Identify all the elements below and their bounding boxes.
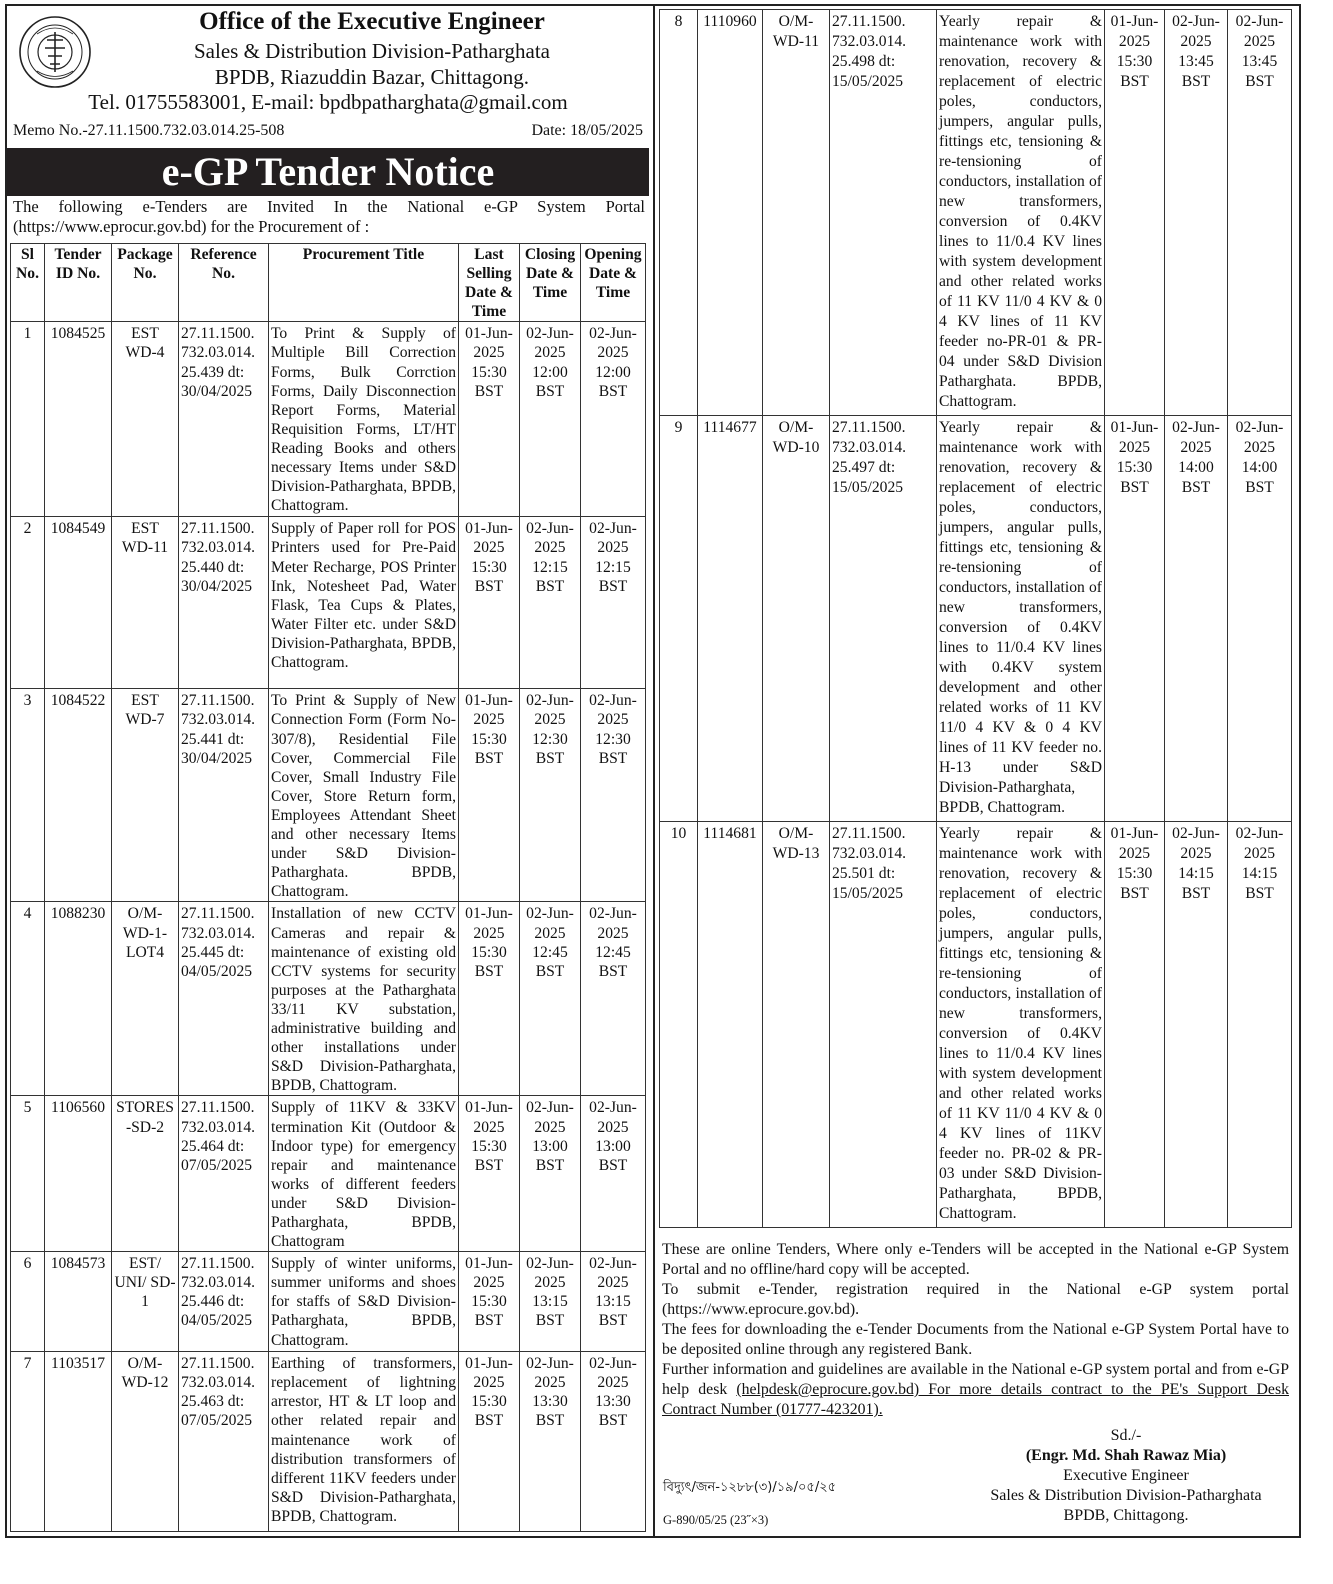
table-row	[11, 1352, 646, 1532]
row-closing: 02-Jun-2025 12:30 BST	[520, 689, 581, 902]
row-title: To Print & Supply of New Connection Form (Form No-307/8), Residential File Cover, Commercial File Cover, Small Industry File Cover, Store Return form, Employees Attendant Sheet and other necessary Items under S&D Division-Patharghata. BPDB, Chattogram.	[269, 689, 459, 902]
table-row	[11, 1252, 646, 1352]
right-column	[659, 6, 1293, 1527]
office-address: BPDB, Riazuddin Bazar, Chittagong.	[214, 65, 530, 89]
col-title: Procurement Title	[269, 244, 459, 322]
row-closing: 02-Jun-2025 13:15 BST	[520, 1252, 581, 1352]
office-header	[7, 6, 649, 146]
row-reference: 27.11.1500. 732.03.014. 25.441 dt: 30/04/2025	[179, 689, 269, 902]
row-opening: 02-Jun-2025 13:15 BST	[581, 1252, 646, 1352]
row-sl: 8	[660, 10, 698, 416]
row-package: O/M-WD-11	[763, 10, 830, 416]
col-tender-id: Tender ID No.	[45, 244, 112, 322]
col-closing: Closing Date & Time	[520, 244, 581, 322]
row-opening: 02-Jun-2025 13:00 BST	[581, 1096, 646, 1252]
row-package: EST WD-4	[112, 322, 179, 517]
row-reference: 27.11.1500. 732.03.014. 25.440 dt: 30/04/2025	[179, 517, 269, 689]
row-opening: 02-Jun-2025 13:45 BST	[1228, 10, 1292, 416]
row-tender-id: 1084549	[45, 517, 112, 689]
bpdb-seal-icon	[17, 14, 93, 90]
row-closing: 02-Jun-2025 14:15 BST	[1165, 822, 1228, 1228]
row-sl: 9	[660, 416, 698, 822]
helpdesk-link[interactable]: (helpdesk@eprocure.gov.bd) For more details contract to the PE's Support Desk Contract Number (01777-423201).	[662, 1381, 1289, 1418]
table-row	[660, 10, 1292, 416]
table-row	[11, 322, 646, 517]
table-row	[11, 689, 646, 902]
row-sl: 3	[11, 689, 45, 902]
table-header-row	[11, 244, 646, 322]
left-column	[7, 6, 649, 1532]
table-row	[660, 416, 1292, 822]
row-reference: 27.11.1500. 732.03.014. 25.439 dt: 30/04/2025	[179, 322, 269, 517]
signatory-division: Sales & Distribution Division-Patharghata	[990, 1487, 1262, 1504]
row-last-selling: 01-Jun-2025 15:30 BST	[1105, 10, 1165, 416]
row-tender-id: 1110960	[698, 10, 763, 416]
row-package: EST WD-11	[112, 517, 179, 689]
row-opening: 02-Jun-2025 12:15 BST	[581, 517, 646, 689]
row-reference: 27.11.1500. 732.03.014. 25.501 dt: 15/05/2025	[830, 822, 937, 1228]
row-tender-id: 1114681	[698, 822, 763, 1228]
row-tender-id: 1106560	[45, 1096, 112, 1252]
row-title: Yearly repair & maintenance work with renovation, recovery & replacement of electric poles, conductors, jumpers, angular pulls, fittings etc, tensioning & re-tensioning of conductors, installation of new transformers, conversion of 0.4KV lines to 11/0.4 KV lines with 0.4KV system development and other related works of 11 KV 11/0 4 KV & 0 4 KV lines of 11 KV feeder no. H-13 under S&D Division-Patharghata, BPDB, Chattogram.	[937, 416, 1105, 822]
signatory-org: BPDB, Chittagong.	[1063, 1507, 1189, 1524]
row-opening: 02-Jun-2025 12:45 BST	[581, 902, 646, 1096]
row-reference: 27.11.1500. 732.03.014. 25.445 dt: 04/05/2025	[179, 902, 269, 1096]
row-opening: 02-Jun-2025 12:30 BST	[581, 689, 646, 902]
row-tender-id: 1114677	[698, 416, 763, 822]
row-tender-id: 1084525	[45, 322, 112, 517]
col-package: Package No.	[112, 244, 179, 322]
ad-code: G-890/05/25 (23˝×3)	[663, 1513, 769, 1527]
row-opening: 02-Jun-2025 14:15 BST	[1228, 822, 1292, 1228]
note-text: Further information and guidelines are available in the National e-GP system portal and from e-GP help desk	[662, 1361, 1289, 1398]
note-line: The fees for downloading the e-Tender Documents from the National e-GP System Portal have to be deposited online through any registered Bank.	[662, 1321, 1289, 1358]
contact-line: Tel. 01755583001, E-mail: bpdbpatharghata@gmail.com	[88, 90, 568, 114]
col-sl: Sl No.	[11, 244, 45, 322]
row-last-selling: 01-Jun-2025 15:30 BST	[1105, 416, 1165, 822]
sd-mark: Sd./-	[1110, 1427, 1142, 1444]
tender-notes	[659, 1240, 1293, 1420]
office-title: Office of the Executive Engineer	[199, 8, 545, 35]
row-closing: 02-Jun-2025 12:15 BST	[520, 517, 581, 689]
memo-date: Date: 18/05/2025	[531, 122, 643, 139]
memo-number: Memo No.-27.11.1500.732.03.014.25-508	[13, 122, 285, 139]
tender-table-left	[10, 243, 646, 1532]
row-package: O/M-WD-13	[763, 822, 830, 1228]
row-package: STORES -SD-2	[112, 1096, 179, 1252]
row-sl: 7	[11, 1352, 45, 1532]
row-reference: 27.11.1500. 732.03.014. 25.464 dt: 07/05/2025	[179, 1096, 269, 1252]
row-reference: 27.11.1500. 732.03.014. 25.497 dt: 15/05/2025	[830, 416, 937, 822]
row-opening: 02-Jun-2025 13:30 BST	[581, 1352, 646, 1532]
row-title: Earthing of transformers, replacement of lightning arrestor, HT & LT loop and other related repair and maintenance work of distribution transformers of different 11KV feeders under S&D Division-Patharghata, BPDB, Chattogram.	[269, 1352, 459, 1532]
row-last-selling: 01-Jun-2025 15:30 BST	[459, 517, 520, 689]
row-last-selling: 01-Jun-2025 15:30 BST	[459, 902, 520, 1096]
page-title: e-GP Tender Notice	[7, 148, 649, 196]
row-sl: 1	[11, 322, 45, 517]
dfp-reference: বিদ্যুৎ/জন-১২৮৮(৩)/১৯/০৫/২৫	[663, 1480, 837, 1495]
row-sl: 2	[11, 517, 45, 689]
row-package: O/M-WD-1-LOT4	[112, 902, 179, 1096]
signatory-designation: Executive Engineer	[1063, 1467, 1189, 1484]
row-sl: 6	[11, 1252, 45, 1352]
row-closing: 02-Jun-2025 13:45 BST	[1165, 10, 1228, 416]
table-row	[11, 1096, 646, 1252]
row-reference: 27.11.1500. 732.03.014. 25.446 dt: 04/05/2025	[179, 1252, 269, 1352]
row-tender-id: 1088230	[45, 902, 112, 1096]
row-sl: 10	[660, 822, 698, 1228]
col-opening: Opening Date & Time	[581, 244, 646, 322]
tender-table-right	[659, 9, 1292, 1228]
row-last-selling: 01-Jun-2025 15:30 BST	[459, 689, 520, 902]
signature-block	[959, 1426, 1293, 1526]
intro-text: The following e-Tenders are Invited In the National e-GP System Portal (https://www.eprocur.gov.bd) for the Procurement of :	[13, 197, 645, 236]
row-title: Supply of winter uniforms, summer uniforms and shoes for staffs of S&D Division-Patharghata, BPDB, Chattogram.	[269, 1252, 459, 1352]
row-title: Supply of Paper roll for POS Printers used for Pre-Paid Meter Recharge, POS Printer Ink, Notesheet Pad, Water Flask, Tea Cups & Plates, Water Filter etc. under S&D Division-Patharghata, BPDB, Chattogram.	[269, 517, 459, 689]
division-name: Sales & Distribution Division-Patharghata	[194, 39, 550, 63]
row-package: O/M-WD-12	[112, 1352, 179, 1532]
row-title: Yearly repair & maintenance work with renovation, recovery & replacement of electric poles, conductors, jumpers, angular pulls, fittings etc, tensioning & re-tensioning of conductors, installation of new transformers, conversion of 0.4KV lines to 11/0.4 KV lines with system development and other related works of 11 KV 11/0 4 KV & 0 4 KV lines of 11KV feeder no. PR-02 & PR-03 under S&D Division-Patharghata, BPDB, Chattogram.	[937, 822, 1105, 1228]
row-title: To Print & Supply of Multiple Bill Correction Forms, Bulk Corrction Forms, Daily Disconnection Report Forms, Material Requisition Forms, LT/HT Reading Books and others necessary Items under S&D Division-Patharghata, BPDB, Chattogram.	[269, 322, 459, 517]
table-row	[11, 902, 646, 1096]
row-last-selling: 01-Jun-2025 15:30 BST	[459, 1252, 520, 1352]
row-package: EST/ UNI/ SD-1	[112, 1252, 179, 1352]
row-tender-id: 1084573	[45, 1252, 112, 1352]
table-row	[660, 822, 1292, 1228]
table-row	[11, 517, 646, 689]
column-divider	[653, 4, 655, 1538]
row-closing: 02-Jun-2025 14:00 BST	[1165, 416, 1228, 822]
note-line: To submit e-Tender, registration required in the National e-GP system portal (https://www.eprocure.gov.bd).	[662, 1281, 1289, 1318]
row-title: Installation of new CCTV Cameras and repair & maintenance of existing old CCTV systems for security purposes at the Patharghata 33/11 KV substation, administrative building and other installations under S&D Division-Patharghata, BPDB, Chattogram.	[269, 902, 459, 1096]
row-reference: 27.11.1500. 732.03.014. 25.463 dt: 07/05/2025	[179, 1352, 269, 1532]
signatory-name: (Engr. Md. Shah Rawaz Mia)	[1025, 1447, 1227, 1464]
note-line	[662, 1360, 1289, 1420]
row-last-selling: 01-Jun-2025 15:30 BST	[1105, 822, 1165, 1228]
row-closing: 02-Jun-2025 12:00 BST	[520, 322, 581, 517]
row-tender-id: 1103517	[45, 1352, 112, 1532]
row-closing: 02-Jun-2025 12:45 BST	[520, 902, 581, 1096]
col-reference: Reference No.	[179, 244, 269, 322]
col-last-selling: Last Selling Date & Time	[459, 244, 520, 322]
row-title: Supply of 11KV & 33KV termination Kit (Outdoor & Indoor type) for emergency repair and maintenance works of different feeders under S&D Division-Patharghata, BPDB, Chattogram	[269, 1096, 459, 1252]
row-closing: 02-Jun-2025 13:30 BST	[520, 1352, 581, 1532]
row-package: O/M-WD-10	[763, 416, 830, 822]
row-title: Yearly repair & maintenance work with renovation, recovery & replacement of electric poles, conductors, jumpers, angular pulls, fittings etc, tensioning & re-tensioning of conductors, installation of new transformers, conversion of 0.4KV lines to 11/0.4 KV lines with system development and other related works of 11 KV 11/0 4 KV & 0 4 KV lines of 11 KV feeder no-PR-01 & PR-04 under S&D Division Patharghata. BPDB, Chattogram.	[937, 10, 1105, 416]
row-opening: 02-Jun-2025 14:00 BST	[1228, 416, 1292, 822]
row-last-selling: 01-Jun-2025 15:30 BST	[459, 1352, 520, 1532]
row-last-selling: 01-Jun-2025 15:30 BST	[459, 1096, 520, 1252]
row-reference: 27.11.1500. 732.03.014. 25.498 dt: 15/05/2025	[830, 10, 937, 416]
note-line: These are online Tenders, Where only e-Tenders will be accepted in the National e-GP System Portal and no offline/hard copy will be accepted.	[662, 1241, 1289, 1278]
row-opening: 02-Jun-2025 12:00 BST	[581, 322, 646, 517]
row-tender-id: 1084522	[45, 689, 112, 902]
row-last-selling: 01-Jun-2025 15:30 BST	[459, 322, 520, 517]
row-package: EST WD-7	[112, 689, 179, 902]
row-sl: 4	[11, 902, 45, 1096]
row-closing: 02-Jun-2025 13:00 BST	[520, 1096, 581, 1252]
row-sl: 5	[11, 1096, 45, 1252]
